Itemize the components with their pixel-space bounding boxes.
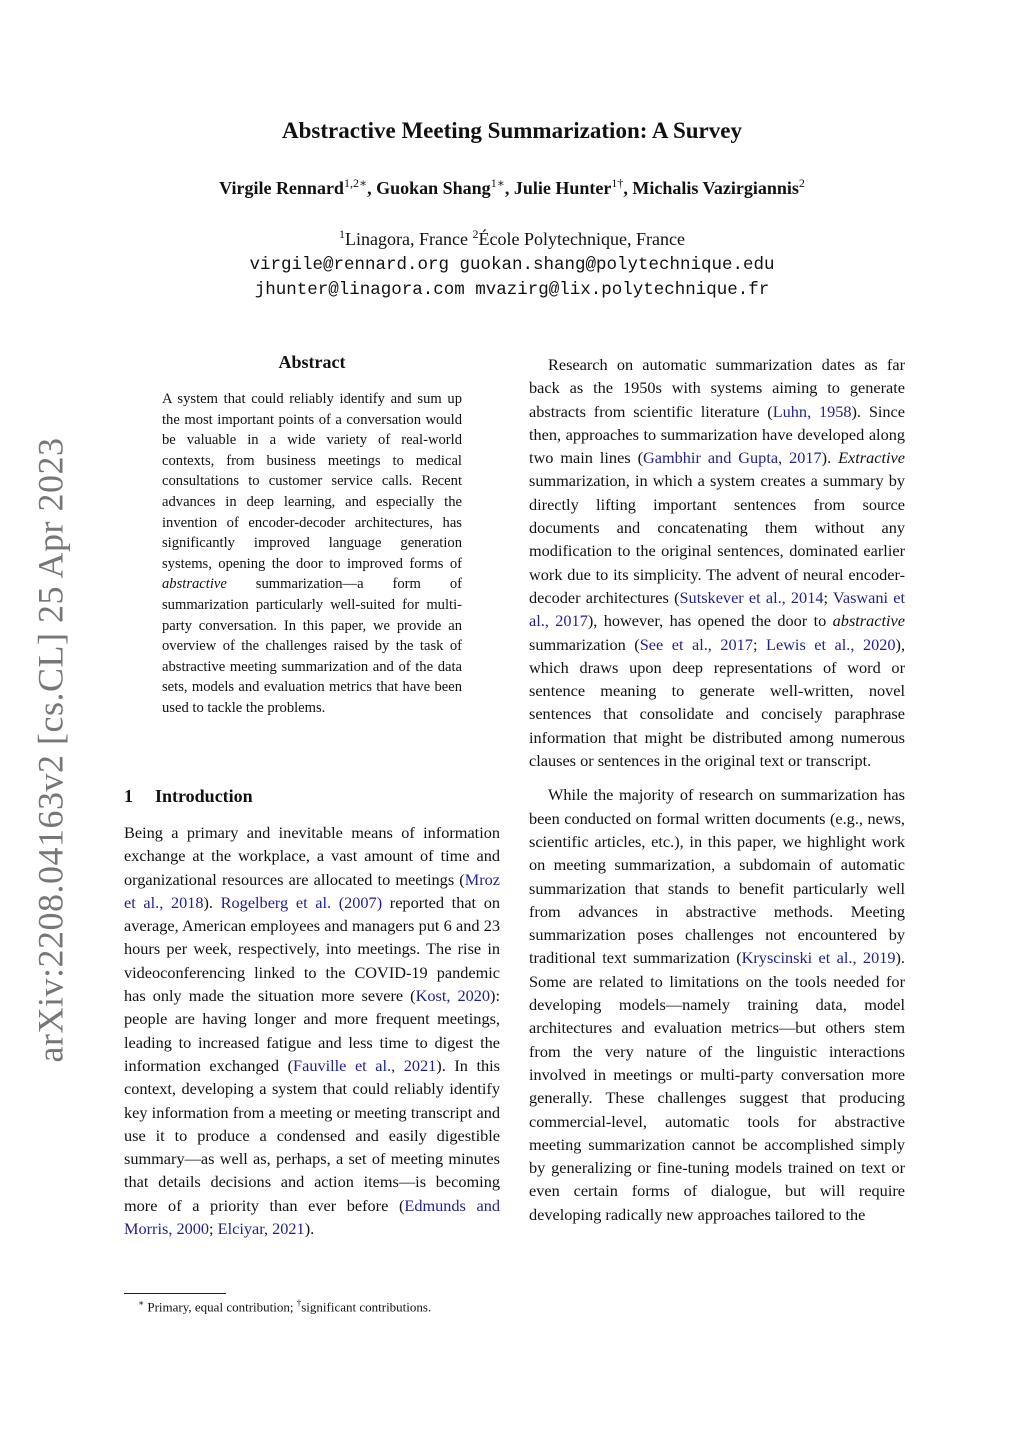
affiliation-name: Linagora, France — [345, 229, 468, 249]
section-title: Introduction — [155, 786, 253, 806]
citation-link[interactable]: Lewis et al., 2020 — [766, 634, 896, 654]
citation-link[interactable]: Luhn, 1958 — [772, 401, 852, 421]
right-column — [529, 353, 905, 1226]
affiliation-name: École Polytechnique, France — [478, 229, 685, 249]
affiliation-mark: 1 — [339, 227, 346, 241]
author-mark: 1,2∗ — [343, 176, 368, 190]
body-paragraph: While the majority of research on summarization has been conducted on formal written documents (e.g., news, scientific articles, etc.), in this paper, we highlight work on meeting summarization, a subdomain of automatic summarization that stands to benefit particularly well from advances in abstractive methods. Meeting summarization poses challenges not encountered by traditional text summarization (Kryscinski et al., 2019). Some are related to limitations on the tools needed for developing models—namely training data, model architectures and evaluation metrics—but others stem from the very nature of the linguistic interactions involved in meetings or multi-party conversation more generally. These challenges suggest that producing commercial-level, automatic tools for abstractive meeting summarization cannot be accomplished simply by generalizing or fine-tuning models trained on text or even certain forms of dialogue, but will require developing radically new approaches tailored to the — [529, 785, 905, 1224]
author-mark: 1† — [611, 176, 624, 190]
citation-link[interactable]: Edmunds and Morris, 2000 — [124, 1195, 500, 1239]
citation-link[interactable]: Fauville et al., 2021 — [293, 1055, 437, 1075]
paper-title: Abstractive Meeting Summarization: A Survey — [282, 118, 742, 143]
emphasis: abstractive — [832, 611, 905, 631]
email-line: jhunter@linagora.com mvazirg@lix.polytechnique.fr — [254, 280, 770, 300]
author-name: Virgile Rennard — [219, 178, 344, 198]
section-number: 1 — [124, 786, 133, 806]
footnote-mark: ∗ — [138, 1298, 145, 1308]
author-name: Guokan Shang — [376, 178, 491, 198]
author-list: Virgile Rennard$^{1,2∗}$, Guokan Shang$^{1∗}$, Julie Hunter$^{1\dagger}$, Michalis Vazirgiannis$^2$ — [219, 176, 805, 198]
citation-link[interactable]: Vaswani et al., 2017 — [529, 587, 906, 631]
author-name: Michalis Vazirgiannis — [632, 178, 799, 198]
citation-link[interactable]: Sutskever et al., 2014 — [679, 587, 824, 607]
arxiv-identifier-stamp: arXiv:2208.04163v2 [cs.CL] 25 Apr 2023 — [30, 437, 70, 1063]
affiliation-mark: 2 — [472, 227, 479, 241]
abstract-body: A system that could reliably identify and sum up the most important points of a conversation would be valuable in a wide variety of real-world contexts, from business meetings to medical consultations to customer service calls. Recent advances in deep learning, and especially the invention of encoder-decoder architectures, has significantly improved language generation systems, opening the door to improved forms of abstractive summarization—a form of summarization particularly well-suited for multi-party conversation. In this paper, we provide an overview of the challenges raised by the task of abstractive meeting summarization and of the data sets, models and evaluation metrics that have been used to tackle the problems. — [162, 391, 462, 716]
citation-link[interactable]: Kryscinski et al., 2019 — [741, 948, 896, 968]
footnote-mark: † — [296, 1298, 302, 1308]
body-paragraph: Research on automatic summarization dates as far back as the 1950s with systems aiming to generate abstracts from scientific literature (Luhn, 1958). Since then, approaches to summarization have developed along two main lines (Gambhir and Gupta, 2017). Extractive summarization, in which a system creates a summary by directly lifting important sentences from source documents and concatenating them without any modification to the original sentences, dominated earlier work due to its simplicity. The advent of neural encoder-decoder architectures (Sutskever et al., 2014; Vaswani et al., 2017), however, has opened the door to abstractive summarization (See et al., 2017; Lewis et al., 2020), which draws upon deep representations of word or sentence meaning to generate well-written, novel sentences that consolidate and concisely paraphrase information that might be distributed among numerous clauses or sentences in the original text or transcript. — [529, 355, 906, 771]
abstract-heading: Abstract — [278, 352, 346, 372]
emphasis: abstractive — [162, 576, 227, 593]
citation-link[interactable]: Rogelberg et al. (2007) — [220, 892, 383, 912]
affiliations — [0, 227, 1024, 250]
citation-link[interactable]: See et al., 2017 — [639, 634, 753, 654]
email-line: virgile@rennard.org guokan.shang@polytechnique.edu — [249, 255, 775, 275]
footnote-rule — [124, 1293, 226, 1294]
section-heading — [124, 786, 253, 807]
footnote: ∗ Primary, equal contribution; †significant contributions. — [138, 1298, 432, 1315]
citation-link[interactable]: Mroz et al., 2018 — [124, 869, 500, 912]
author-mark: 1∗ — [490, 176, 505, 190]
author-mark: 2 — [798, 176, 805, 190]
citation-link[interactable]: Kost, 2020 — [415, 986, 491, 1006]
introduction-paragraph: Being a primary and inevitable means of information exchange at the workplace, a vast amount of time and organizational resources are allocated to meetings (Mroz et al., 2018). Rogelberg et al. (2007) reported that on average, American employees and managers put 6 and 23 hours per week, respectively, into meetings. The rise in videoconferencing linked to the COVID-19 pandemic has only made the situation more severe (Kost, 2020): people are having longer and more frequent meetings, leading to increased fatigue and less time to digest the information exchanged (Fauville et al., 2021). In this context, developing a system that could reliably identify key information from a meeting or meeting transcript and use it to produce a condensed and easily digestible summary—as well as, perhaps, a set of meeting minutes that details decisions and action items—is becoming more of a priority than ever before (Edmunds and Morris, 2000; Elciyar, 2021). — [124, 823, 501, 1239]
citation-link[interactable]: Gambhir and Gupta, 2017 — [643, 448, 822, 468]
author-name: Julie Hunter — [513, 178, 612, 198]
emphasis: Extractive — [838, 448, 906, 468]
citation-link[interactable]: Elciyar, 2021 — [217, 1219, 305, 1239]
